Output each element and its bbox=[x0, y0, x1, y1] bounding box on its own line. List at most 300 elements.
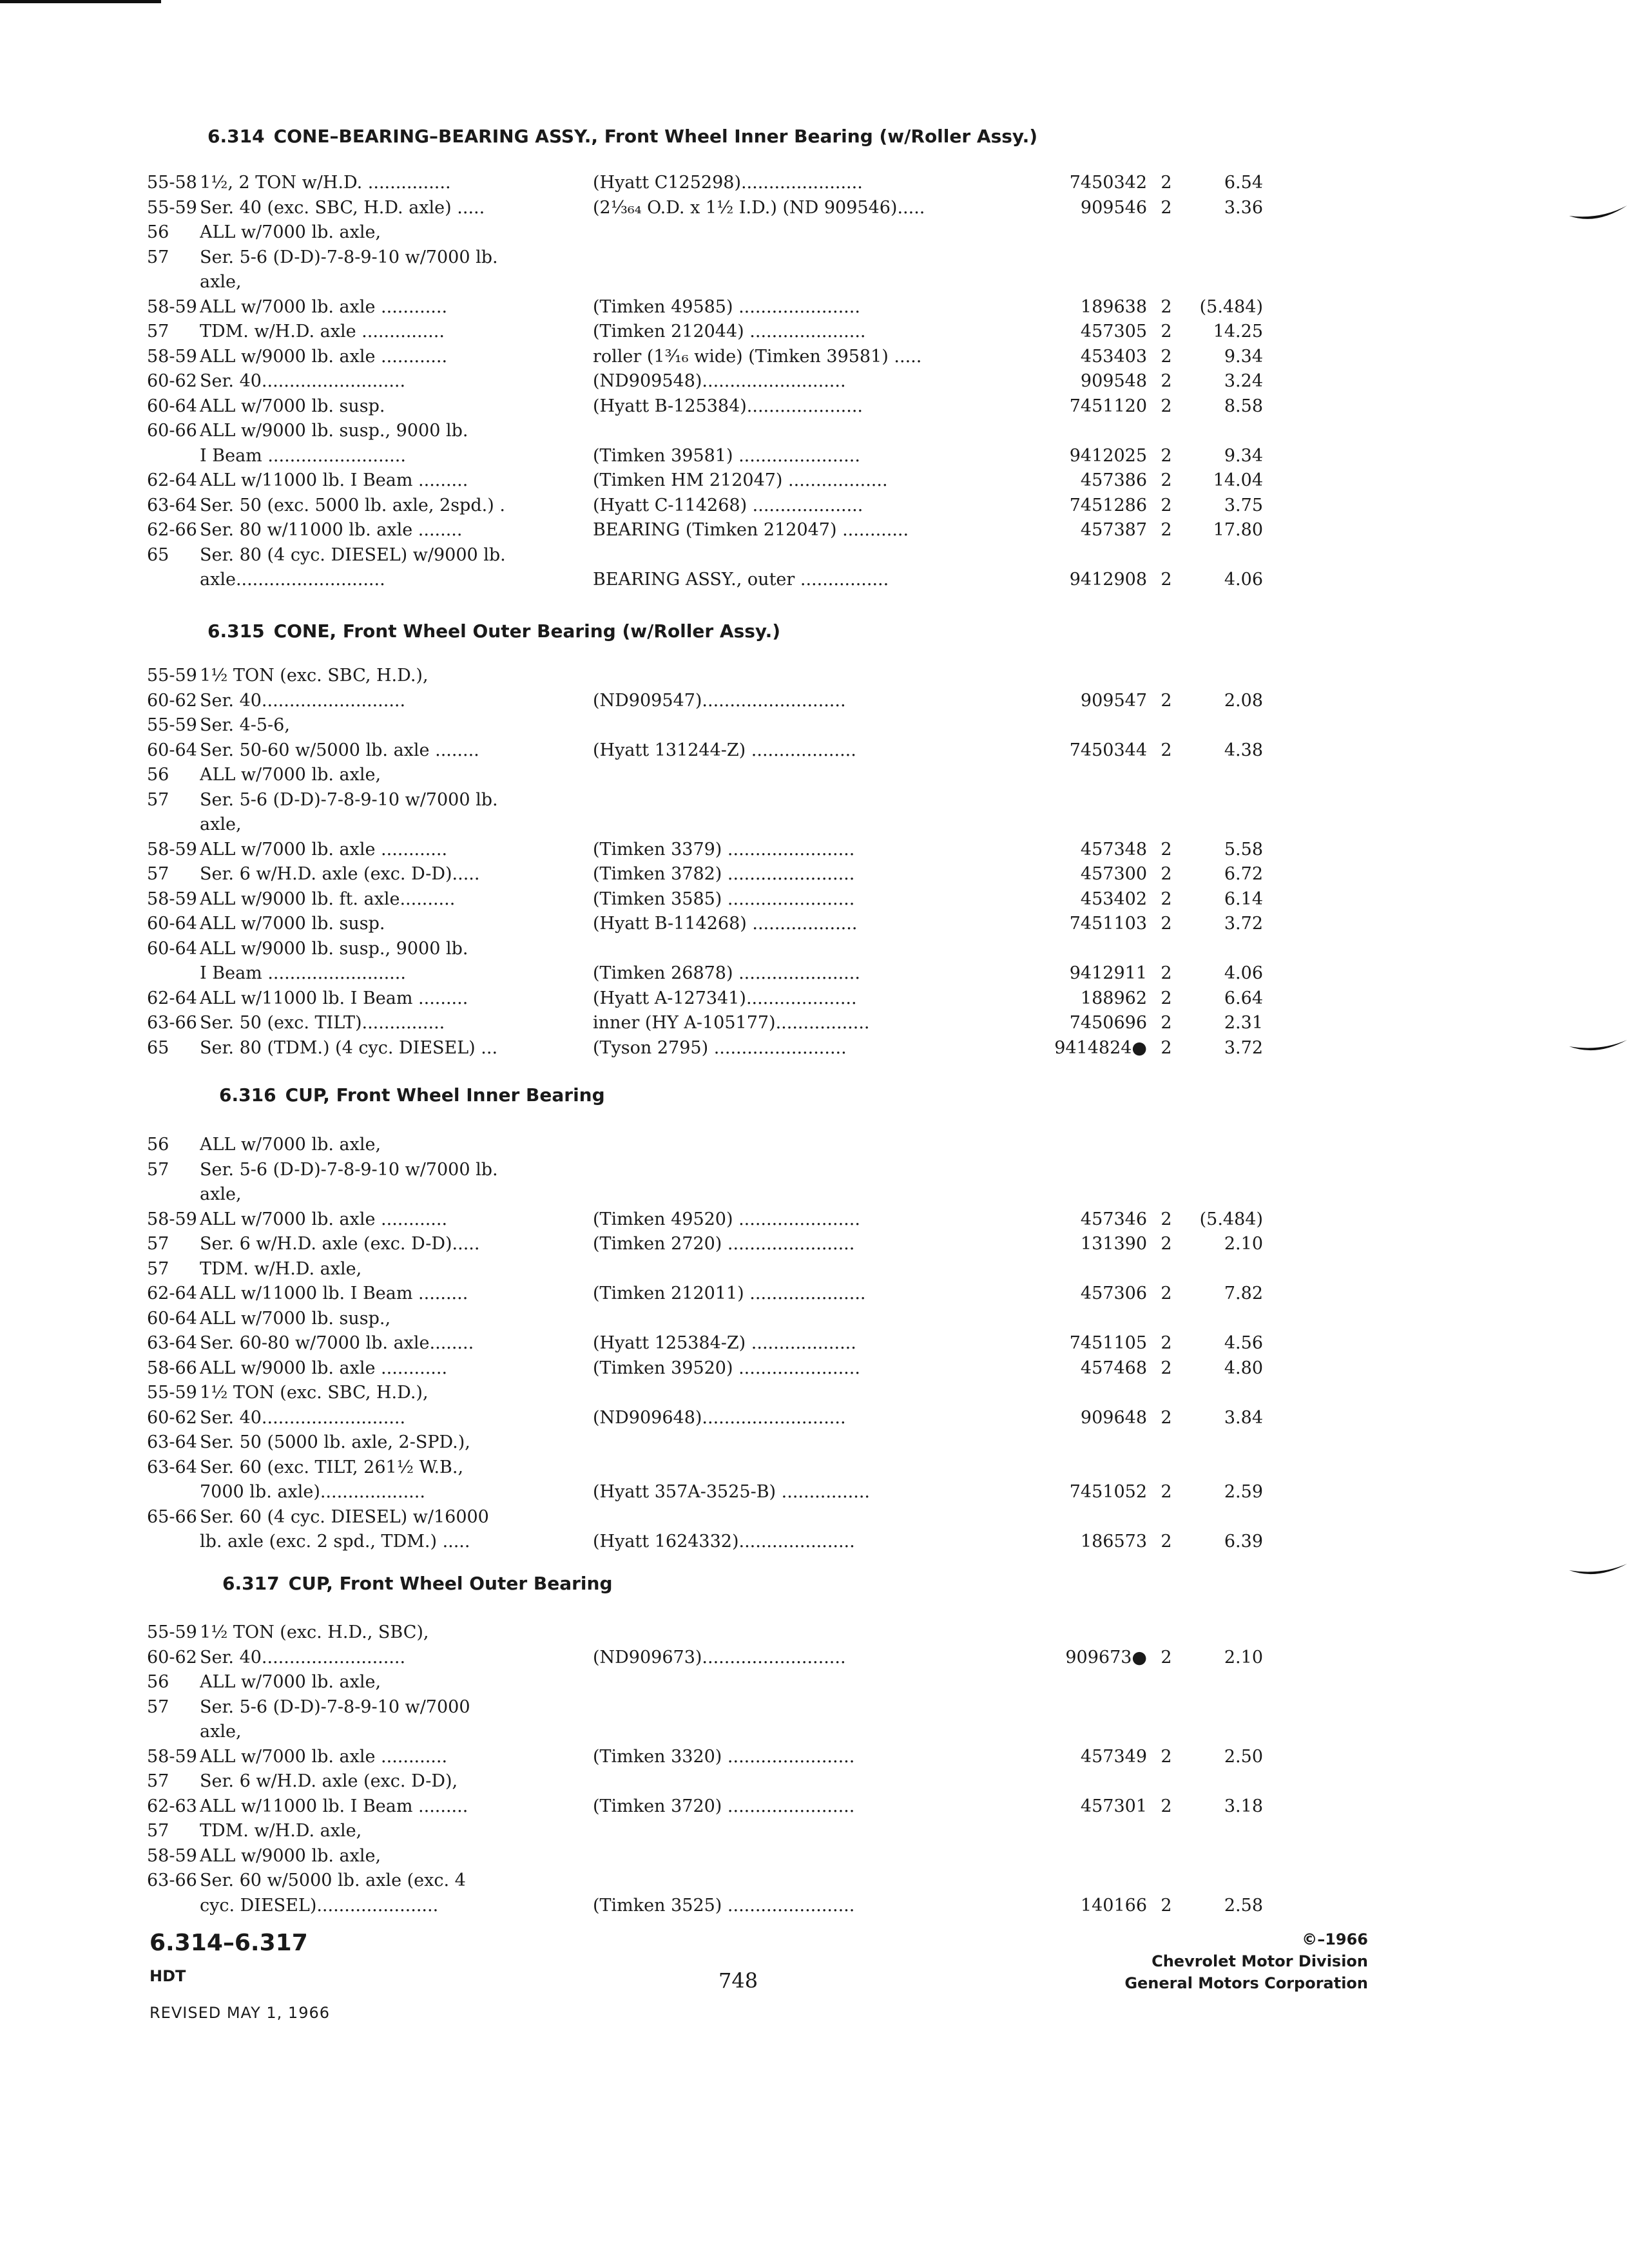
quantity: 2 bbox=[1161, 173, 1172, 193]
table-row bbox=[0, 345, 1629, 369]
quantity: 2 bbox=[1161, 1647, 1172, 1667]
part-number: 7451105 bbox=[1069, 1333, 1147, 1353]
table-row bbox=[0, 788, 1629, 812]
description: (Timken 3782) ....................... bbox=[593, 864, 855, 884]
table-row bbox=[0, 1430, 1629, 1455]
price: 2.31 bbox=[1224, 1013, 1263, 1033]
price: 2.10 bbox=[1224, 1234, 1263, 1254]
quantity: 2 bbox=[1161, 1283, 1172, 1303]
price: 6.39 bbox=[1224, 1532, 1263, 1552]
application: Ser. 80 (4 cyc. DIESEL) w/9000 lb. bbox=[200, 544, 506, 565]
part-number: 457300 bbox=[1080, 864, 1147, 884]
description: (Timken 49585) ...................... bbox=[593, 296, 860, 317]
description: BEARING ASSY., outer ................ bbox=[593, 570, 889, 590]
application: ALL w/9000 lb. ft. axle.......... bbox=[200, 889, 456, 909]
section-heading bbox=[222, 1573, 613, 1594]
price: 3.36 bbox=[1224, 197, 1263, 218]
quantity: 2 bbox=[1161, 1482, 1172, 1502]
application: ALL w/7000 lb. axle, bbox=[200, 1135, 381, 1155]
quantity: 2 bbox=[1161, 740, 1172, 760]
table-row bbox=[0, 862, 1629, 887]
part-number: 188962 bbox=[1080, 988, 1147, 1008]
section-title: CUP, Front Wheel Inner Bearing bbox=[285, 1084, 605, 1106]
part-number: 457386 bbox=[1080, 470, 1147, 490]
price: 3.84 bbox=[1224, 1407, 1263, 1428]
section-number: 6.314 bbox=[207, 126, 265, 147]
part-number: 9412911 bbox=[1069, 963, 1147, 983]
part-number: 457306 bbox=[1080, 1283, 1147, 1303]
application: 1½ TON (exc. H.D., SBC), bbox=[200, 1622, 429, 1642]
model-year: 60-62 bbox=[147, 371, 197, 391]
application: Ser. 60 w/5000 lb. axle (exc. 4 bbox=[200, 1870, 466, 1890]
model-year: 58-59 bbox=[147, 346, 197, 367]
part-number: 9412908 bbox=[1069, 570, 1147, 590]
table-row bbox=[0, 1530, 1629, 1554]
application: Ser. 5-6 (D-D)-7-8-9-10 w/7000 lb. bbox=[200, 789, 498, 810]
part-number: 909547 bbox=[1080, 690, 1147, 711]
quantity: 2 bbox=[1161, 1209, 1172, 1229]
description: (Hyatt B-125384)..................... bbox=[593, 396, 863, 416]
application: ALL w/7000 lb. axle ............ bbox=[200, 296, 448, 317]
table-row bbox=[0, 1769, 1629, 1794]
quantity: 2 bbox=[1161, 1333, 1172, 1353]
application: Ser. 5-6 (D-D)-7-8-9-10 w/7000 lb. bbox=[200, 247, 498, 267]
table-row bbox=[0, 1036, 1629, 1061]
division-name: Chevrolet Motor Division bbox=[1152, 1952, 1368, 1970]
price: 14.04 bbox=[1213, 470, 1263, 490]
description: (Hyatt B-114268) ................... bbox=[593, 914, 858, 934]
application: Ser. 5-6 (D-D)-7-8-9-10 w/7000 lb. bbox=[200, 1159, 498, 1180]
part-number: 453402 bbox=[1080, 889, 1147, 909]
description: (Timken 3525) ....................... bbox=[593, 1895, 855, 1916]
table-row bbox=[0, 961, 1629, 986]
model-year: 63-64 bbox=[147, 1333, 197, 1353]
quantity: 2 bbox=[1161, 1358, 1172, 1378]
model-year: 60-64 bbox=[147, 1308, 197, 1329]
table-row bbox=[0, 1480, 1629, 1504]
description: (2⅓₆₄ O.D. x 1½ I.D.) (ND 909546)..... bbox=[593, 197, 925, 218]
application: ALL w/7000 lb. susp. bbox=[200, 914, 385, 934]
part-number: 189638 bbox=[1080, 296, 1147, 317]
table-row bbox=[0, 1406, 1629, 1430]
price: 4.80 bbox=[1224, 1358, 1263, 1378]
description: (Hyatt C-114268) .................... bbox=[593, 495, 863, 515]
model-year: 57 bbox=[147, 789, 169, 810]
description: (ND909673).......................... bbox=[593, 1647, 846, 1667]
table-row bbox=[0, 838, 1629, 862]
footer-section-range: 6.314–6.317 bbox=[149, 1930, 308, 1956]
price: 7.82 bbox=[1224, 1283, 1263, 1303]
price: 4.06 bbox=[1224, 963, 1263, 983]
application: Ser. 4-5-6, bbox=[200, 715, 290, 735]
table-row bbox=[0, 444, 1629, 468]
quantity: 2 bbox=[1161, 839, 1172, 860]
price: 6.14 bbox=[1224, 889, 1263, 909]
table-row bbox=[0, 1869, 1629, 1893]
quantity: 2 bbox=[1161, 322, 1172, 341]
description: (Hyatt 125384-Z) ................... bbox=[593, 1333, 856, 1353]
price: 9.34 bbox=[1224, 346, 1263, 367]
price: 4.06 bbox=[1224, 570, 1263, 590]
application: ALL w/7000 lb. axle ............ bbox=[200, 1209, 448, 1229]
application: 1½ TON (exc. SBC, H.D.), bbox=[200, 1383, 429, 1403]
table-row bbox=[0, 220, 1629, 245]
application: I Beam ......................... bbox=[200, 963, 406, 983]
table-row bbox=[0, 1207, 1629, 1232]
part-number: 909546 bbox=[1080, 197, 1147, 218]
price: (5.484) bbox=[1199, 296, 1263, 317]
part-number: 7450342 bbox=[1069, 173, 1147, 193]
section-number: 6.315 bbox=[207, 620, 265, 642]
description: (Timken 2720) ....................... bbox=[593, 1234, 855, 1254]
price: 2.59 bbox=[1224, 1482, 1263, 1502]
table-row bbox=[0, 543, 1629, 568]
table-row bbox=[0, 1133, 1629, 1157]
model-year: 58-59 bbox=[147, 889, 197, 909]
application: ALL w/9000 lb. axle ............ bbox=[200, 1358, 448, 1378]
part-number: 457301 bbox=[1080, 1796, 1147, 1816]
table-row bbox=[0, 1745, 1629, 1769]
application: Ser. 6 w/H.D. axle (exc. D-D)..... bbox=[200, 864, 480, 884]
section-heading bbox=[207, 620, 780, 642]
model-year: 62-64 bbox=[147, 470, 197, 490]
price: 4.56 bbox=[1224, 1333, 1263, 1353]
table-row bbox=[0, 1620, 1629, 1645]
application: ALL w/7000 lb. axle ............ bbox=[200, 1746, 448, 1767]
application: ALL w/7000 lb. susp. bbox=[200, 396, 385, 416]
description: (Hyatt 357A-3525-B) ................ bbox=[593, 1482, 870, 1502]
part-number: 140166 bbox=[1080, 1895, 1147, 1916]
price: 9.34 bbox=[1224, 445, 1263, 466]
quantity: 2 bbox=[1161, 1532, 1172, 1552]
quantity: 2 bbox=[1161, 296, 1172, 317]
description: inner (HY A-105177)................. bbox=[593, 1013, 870, 1033]
price: 2.10 bbox=[1224, 1647, 1263, 1667]
application: Ser. 40.......................... bbox=[200, 371, 406, 391]
model-year: 57 bbox=[147, 1771, 169, 1791]
table-row bbox=[0, 518, 1629, 543]
application: 7000 lb. axle)................... bbox=[200, 1482, 425, 1502]
description: (Timken 212044) ..................... bbox=[593, 322, 866, 341]
application: axle, bbox=[200, 814, 242, 834]
description: (Hyatt 131244-Z) ................... bbox=[593, 740, 856, 760]
application: Ser. 6 w/H.D. axle (exc. D-D)..... bbox=[200, 1234, 480, 1254]
table-row bbox=[0, 468, 1629, 493]
model-year: 58-59 bbox=[147, 296, 197, 317]
table-row bbox=[0, 887, 1629, 912]
application: Ser. 50 (exc. TILT)............... bbox=[200, 1013, 445, 1033]
section-heading bbox=[219, 1084, 605, 1106]
application: ALL w/11000 lb. I Beam ......... bbox=[200, 470, 468, 490]
model-year: 60-64 bbox=[147, 914, 197, 934]
page-number: 748 bbox=[718, 1968, 758, 1993]
price: 2.50 bbox=[1224, 1746, 1263, 1767]
section-heading bbox=[207, 126, 1037, 147]
application: axle........................... bbox=[200, 570, 385, 590]
model-year: 62-63 bbox=[147, 1796, 197, 1816]
description: (Timken 3379) ....................... bbox=[593, 839, 855, 860]
model-year: 63-66 bbox=[147, 1870, 197, 1890]
model-year: 62-64 bbox=[147, 988, 197, 1008]
part-number: 457348 bbox=[1080, 839, 1147, 860]
footer-code: HDT bbox=[149, 1967, 186, 1985]
quantity: 2 bbox=[1161, 1746, 1172, 1767]
part-number: 453403 bbox=[1080, 346, 1147, 367]
model-year: 56 bbox=[147, 765, 169, 785]
description: (Timken 3720) ....................... bbox=[593, 1796, 855, 1816]
quantity: 2 bbox=[1161, 1037, 1172, 1058]
model-year: 58-59 bbox=[147, 1209, 197, 1229]
copyright-notice: ©–1966 bbox=[1302, 1930, 1368, 1948]
quantity: 2 bbox=[1161, 1013, 1172, 1033]
quantity: 2 bbox=[1161, 988, 1172, 1008]
quantity: 2 bbox=[1161, 371, 1172, 391]
table-row bbox=[0, 1232, 1629, 1256]
model-year: 60-66 bbox=[147, 421, 197, 441]
quantity: 2 bbox=[1161, 197, 1172, 218]
part-number: 457468 bbox=[1080, 1358, 1147, 1378]
model-year: 58-66 bbox=[147, 1358, 197, 1378]
table-row bbox=[0, 394, 1629, 419]
model-year: 58-59 bbox=[147, 1845, 197, 1866]
table-row bbox=[0, 270, 1629, 294]
quantity: 2 bbox=[1161, 470, 1172, 490]
quantity: 2 bbox=[1161, 690, 1172, 711]
table-row bbox=[0, 1894, 1629, 1918]
application: ALL w/11000 lb. I Beam ......... bbox=[200, 1796, 468, 1816]
model-year: 56 bbox=[147, 1135, 169, 1155]
model-year: 56 bbox=[147, 1672, 169, 1692]
table-row bbox=[0, 1646, 1629, 1670]
model-year: 63-64 bbox=[147, 495, 197, 515]
application: cyc. DIESEL)...................... bbox=[200, 1895, 439, 1916]
part-number: 186573 bbox=[1080, 1532, 1147, 1552]
section-number: 6.317 bbox=[222, 1573, 280, 1594]
application: Ser. 80 (TDM.) (4 cyc. DIESEL) ... bbox=[200, 1037, 498, 1058]
quantity: 2 bbox=[1161, 889, 1172, 909]
part-number: 7451120 bbox=[1069, 396, 1147, 416]
table-row bbox=[0, 295, 1629, 320]
application: lb. axle (exc. 2 spd., TDM.) ..... bbox=[200, 1532, 470, 1552]
description: roller (1³⁄₁₆ wide) (Timken 39581) ..... bbox=[593, 346, 922, 367]
part-number: 131390 bbox=[1080, 1234, 1147, 1254]
description: (Timken 26878) ...................... bbox=[593, 963, 860, 983]
application: axle, bbox=[200, 272, 242, 292]
table-row bbox=[0, 1695, 1629, 1720]
table-row bbox=[0, 937, 1629, 961]
model-year: 57 bbox=[147, 1159, 169, 1180]
section-title: CONE–BEARING–BEARING ASSY., Front Wheel Inner Bearing (w/Roller Assy.) bbox=[273, 126, 1038, 147]
description: (Timken 212011) ..................... bbox=[593, 1283, 866, 1303]
description: (Hyatt 1624332)..................... bbox=[593, 1532, 855, 1552]
model-year: 57 bbox=[147, 1258, 169, 1279]
quantity: 2 bbox=[1161, 495, 1172, 515]
table-row bbox=[0, 419, 1629, 443]
price: 4.38 bbox=[1224, 740, 1263, 760]
description: (Timken 39520) ...................... bbox=[593, 1358, 860, 1378]
application: Ser. 5-6 (D-D)-7-8-9-10 w/7000 bbox=[200, 1696, 470, 1717]
quantity: 2 bbox=[1161, 1234, 1172, 1254]
model-year: 60-62 bbox=[147, 690, 197, 711]
price: 8.58 bbox=[1224, 396, 1263, 416]
application: axle, bbox=[200, 1184, 242, 1204]
model-year: 60-64 bbox=[147, 938, 197, 959]
quantity: 2 bbox=[1161, 1407, 1172, 1428]
table-row bbox=[0, 171, 1629, 195]
price: 3.24 bbox=[1224, 371, 1263, 391]
price: 3.75 bbox=[1224, 495, 1263, 515]
model-year: 57 bbox=[147, 1821, 169, 1841]
application: I Beam ......................... bbox=[200, 445, 406, 466]
price: 14.25 bbox=[1213, 322, 1263, 341]
table-row bbox=[0, 713, 1629, 738]
table-row bbox=[0, 320, 1629, 344]
application: Ser. 50 (exc. 5000 lb. axle, 2spd.) . bbox=[200, 495, 505, 515]
quantity: 2 bbox=[1161, 520, 1172, 540]
description: (ND909648).......................... bbox=[593, 1407, 846, 1428]
application: TDM. w/H.D. axle, bbox=[200, 1258, 362, 1279]
application: ALL w/7000 lb. axle, bbox=[200, 222, 381, 242]
application: Ser. 40.......................... bbox=[200, 690, 406, 711]
quantity: 2 bbox=[1161, 864, 1172, 884]
table-row bbox=[0, 689, 1629, 713]
part-number: 9412025 bbox=[1069, 445, 1147, 466]
quantity: 2 bbox=[1161, 445, 1172, 466]
model-year: 55-59 bbox=[147, 1622, 197, 1642]
application: ALL w/11000 lb. I Beam ......... bbox=[200, 1283, 468, 1303]
table-row bbox=[0, 1670, 1629, 1695]
model-year: 58-59 bbox=[147, 1746, 197, 1767]
description: (Timken 49520) ...................... bbox=[593, 1209, 860, 1229]
application: axle, bbox=[200, 1722, 242, 1742]
description: (ND909547).......................... bbox=[593, 690, 846, 711]
model-year: 62-66 bbox=[147, 520, 197, 540]
table-row bbox=[0, 369, 1629, 394]
application: ALL w/9000 lb. susp., 9000 lb. bbox=[200, 421, 468, 441]
table-row bbox=[0, 494, 1629, 518]
price: (5.484) bbox=[1199, 1209, 1263, 1229]
model-year: 58-59 bbox=[147, 839, 197, 860]
application: ALL w/7000 lb. susp., bbox=[200, 1308, 391, 1329]
table-row bbox=[0, 1331, 1629, 1356]
section-number: 6.316 bbox=[219, 1084, 276, 1106]
table-row bbox=[0, 1182, 1629, 1207]
application: Ser. 60 (4 cyc. DIESEL) w/16000 bbox=[200, 1506, 489, 1527]
section-title: CUP, Front Wheel Outer Bearing bbox=[288, 1573, 613, 1594]
footer-publisher bbox=[1124, 1928, 1368, 1994]
application: TDM. w/H.D. axle, bbox=[200, 1821, 362, 1841]
part-number: 7450344 bbox=[1069, 740, 1147, 760]
model-year: 55-59 bbox=[147, 715, 197, 735]
price: 6.54 bbox=[1224, 173, 1263, 193]
corporation-name: General Motors Corporation bbox=[1124, 1974, 1368, 1992]
description: (Timken 3585) ....................... bbox=[593, 889, 855, 909]
table-row bbox=[0, 1819, 1629, 1843]
table-row bbox=[0, 1257, 1629, 1282]
footer-revised-date: REVISED MAY 1, 1966 bbox=[149, 2004, 330, 2022]
application: Ser. 6 w/H.D. axle (exc. D-D), bbox=[200, 1771, 458, 1791]
price: 17.80 bbox=[1213, 520, 1263, 540]
model-year: 60-64 bbox=[147, 396, 197, 416]
table-row bbox=[0, 1282, 1629, 1306]
application: Ser. 40.......................... bbox=[200, 1647, 406, 1667]
margin-tick-mark-3 bbox=[1568, 1561, 1629, 1581]
model-year: 63-64 bbox=[147, 1432, 197, 1452]
model-year: 57 bbox=[147, 1234, 169, 1254]
part-number: 909648 bbox=[1080, 1407, 1147, 1428]
table-row bbox=[0, 1011, 1629, 1035]
table-row bbox=[0, 1720, 1629, 1744]
application: 1½, 2 TON w/H.D. ............... bbox=[200, 173, 451, 193]
part-number: 909548 bbox=[1080, 371, 1147, 391]
price: 2.08 bbox=[1224, 690, 1263, 711]
section-title: CONE, Front Wheel Outer Bearing (w/Roller Assy.) bbox=[273, 620, 781, 642]
quantity: 2 bbox=[1161, 570, 1172, 590]
table-row bbox=[0, 664, 1629, 688]
description: (Timken 3320) ....................... bbox=[593, 1746, 855, 1767]
table-row bbox=[0, 1307, 1629, 1331]
part-number: 7451052 bbox=[1069, 1482, 1147, 1502]
description: (Timken 39581) ...................... bbox=[593, 445, 860, 466]
description: BEARING (Timken 212047) ............ bbox=[593, 520, 909, 540]
part-number: 457387 bbox=[1080, 520, 1147, 540]
price: 3.18 bbox=[1224, 1796, 1263, 1816]
quantity: 2 bbox=[1161, 963, 1172, 983]
price: 6.72 bbox=[1224, 864, 1263, 884]
table-row bbox=[0, 1844, 1629, 1869]
price: 5.58 bbox=[1224, 839, 1263, 860]
table-row bbox=[0, 568, 1629, 592]
model-year: 62-64 bbox=[147, 1283, 197, 1303]
part-number: 7451103 bbox=[1069, 914, 1147, 934]
application: ALL w/7000 lb. axle, bbox=[200, 765, 381, 785]
model-year: 63-64 bbox=[147, 1457, 197, 1477]
table-row bbox=[0, 196, 1629, 220]
model-year: 65 bbox=[147, 544, 169, 565]
top-rule bbox=[0, 0, 161, 3]
model-year: 65 bbox=[147, 1037, 169, 1058]
description: (Tyson 2795) ........................ bbox=[593, 1037, 847, 1058]
model-year: 57 bbox=[147, 247, 169, 267]
table-row bbox=[0, 812, 1629, 837]
model-year: 63-66 bbox=[147, 1013, 197, 1033]
quantity: 2 bbox=[1161, 1796, 1172, 1816]
application: Ser. 50-60 w/5000 lb. axle ........ bbox=[200, 740, 479, 760]
description: (ND909548).......................... bbox=[593, 371, 846, 391]
model-year: 55-59 bbox=[147, 666, 197, 686]
price: 3.72 bbox=[1224, 914, 1263, 934]
application: Ser. 60 (exc. TILT, 261½ W.B., bbox=[200, 1457, 464, 1477]
table-row bbox=[0, 738, 1629, 763]
price: 3.72 bbox=[1224, 1037, 1263, 1058]
quantity: 2 bbox=[1161, 396, 1172, 416]
quantity: 2 bbox=[1161, 346, 1172, 367]
quantity: 2 bbox=[1161, 914, 1172, 934]
part-number: 457305 bbox=[1080, 322, 1147, 341]
application: TDM. w/H.D. axle ............... bbox=[200, 322, 445, 341]
table-row bbox=[0, 763, 1629, 787]
description: (Hyatt A-127341).................... bbox=[593, 988, 857, 1008]
model-year: 60-64 bbox=[147, 740, 197, 760]
application: ALL w/9000 lb. axle ............ bbox=[200, 346, 448, 367]
application: Ser. 40.......................... bbox=[200, 1407, 406, 1428]
model-year: 65-66 bbox=[147, 1506, 197, 1527]
model-year: 57 bbox=[147, 322, 169, 341]
part-number: 457349 bbox=[1080, 1746, 1147, 1767]
model-year: 56 bbox=[147, 222, 169, 242]
application: Ser. 80 w/11000 lb. axle ........ bbox=[200, 520, 463, 540]
model-year: 55-58 bbox=[147, 173, 197, 193]
